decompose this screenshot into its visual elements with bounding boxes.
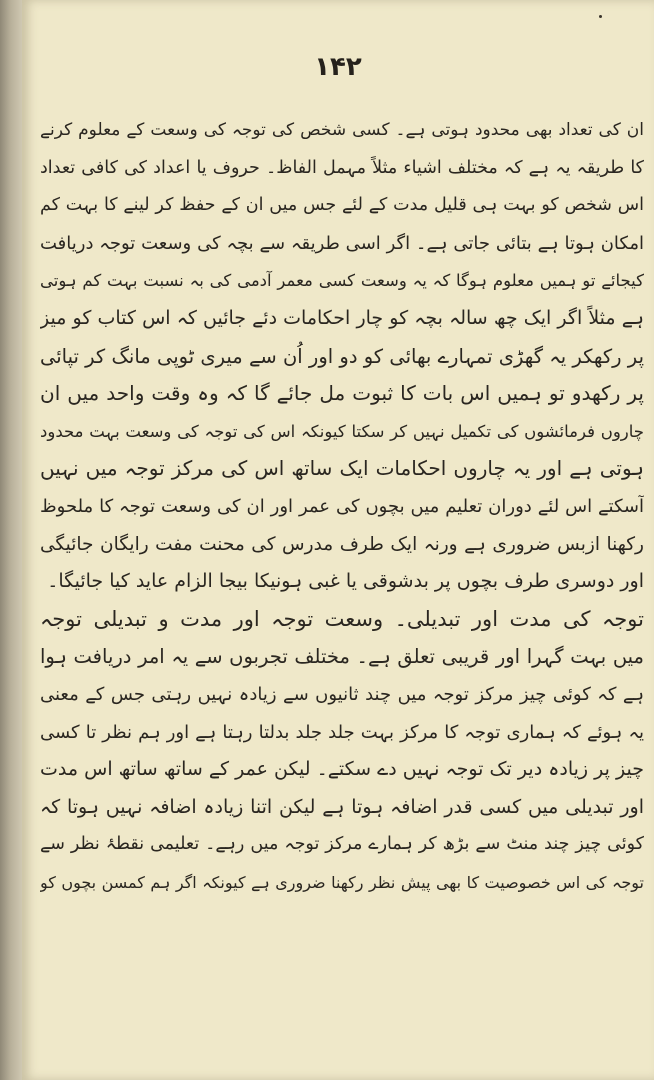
text-line: یہ ہوئے کہ ہماری توجہ کا مرکز بہت جلد جلد بدلتا رہتا ہے اور ہم نظر تا کسی <box>40 721 644 743</box>
text-line: کا طریقہ یہ ہے کہ مختلف اشیاء مثلاً مہمل الفاظ۔ حروف یا اعداد کی کافی تعداد <box>40 157 644 178</box>
book-page <box>22 0 654 1080</box>
paragraph-end-line: اور دوسری طرف بچوں پر بدشوقی یا غبی ہونیکا بیجا الزام عاید کیا جائیگا۔ <box>47 570 644 593</box>
page-number: ۱۴۲ <box>314 52 362 82</box>
text-line: توجہ کی اس خصوصیت کا بھی پیش نظر رکھنا ضروری ہے کیونکہ اگر ہم کمسن بچوں کو <box>40 872 644 892</box>
text-line: ہوتی ہے اور یہ چاروں احکامات ایک ساتھ اس کی مرکز توجہ میں نہیں <box>40 456 644 481</box>
text-line: پر رکھدو تو ہمیں اس بات کا ثبوت مل جائے گا کہ وہ وقت واحد میں ان <box>40 381 644 406</box>
text-line: چاروں فرمائشوں کی تکمیل نہیں کر سکتا کیونکہ اس کی توجہ کی وسعت بہت محدود <box>40 421 644 441</box>
text-line: آسکتے اس لئے دوران تعلیم میں بچوں کی عمر اور ان کی وسعت توجہ کا ملحوظ <box>40 495 644 517</box>
page-speck <box>599 15 602 18</box>
text-line: کوئی چیز چند منٹ سے بڑھ کر ہمارے مرکز توجہ میں رہے۔ تعلیمی نقطۂ نظر سے <box>40 834 644 855</box>
text-line: کیجائے تو ہمیں معلوم ہوگا کہ یہ وسعت کسی معمر آدمی کی بہ نسبت بہت کم ہوتی <box>40 271 644 291</box>
text-line: چیز پر زیادہ دیر تک توجہ نہیں دے سکتے۔ لیکن عمر کے ساتھ ساتھ اس مدت <box>40 758 644 781</box>
text-line: پر رکھکر یہ گھڑی تمہارے بھائی کو دو اور اُن سے میری ٹوپی مانگ کر تپائی <box>40 344 644 368</box>
book-spine-shadow <box>0 0 22 1080</box>
text-line: ہے کہ کوئی چیز مرکز توجہ میں چند ثانیوں سے زیادہ نہیں رہتی جس کے معنی <box>40 683 644 705</box>
body-text <box>40 112 644 901</box>
text-line: رکھنا ازبس ضروری ہے ورنہ ایک طرف مدرس کی محنت مفت رایگان جائیگی <box>40 533 644 555</box>
text-line: ان کی تعداد بھی محدود ہوتی ہے۔ کسی شخص کی توجہ کی وسعت کے معلوم کرنے <box>40 120 644 140</box>
text-line: امکان ہوتا ہے بتائی جاتی ہے۔ اگر اسی طریقہ سے بچہ کی وسعت توجہ دریافت <box>40 232 644 254</box>
text-line: میں بہت گہرا اور قریبی تعلق ہے۔ مختلف تجربوں سے یہ امر دریافت ہوا <box>40 645 644 669</box>
text-line: اور تبدیلی میں کسی قدر اضافہ ہوتا ہے لیکن اتنا زیادہ اضافہ نہیں ہوتا کہ <box>40 795 644 818</box>
section-heading-line: توجہ کی مدت اور تبدیلی۔ وسعت توجہ اور مدت و تبدیلی توجہ <box>40 606 644 631</box>
text-line: ہے مثلاً اگر ایک چھ سالہ بچہ کو چار احکامات دئے جائیں کہ اس کتاب کو میز <box>40 306 644 329</box>
text-line: اس شخص کو بہت ہی قلیل مدت کے لئے جس میں ان کے حفظ کر لینے کا بہت کم <box>40 195 644 216</box>
